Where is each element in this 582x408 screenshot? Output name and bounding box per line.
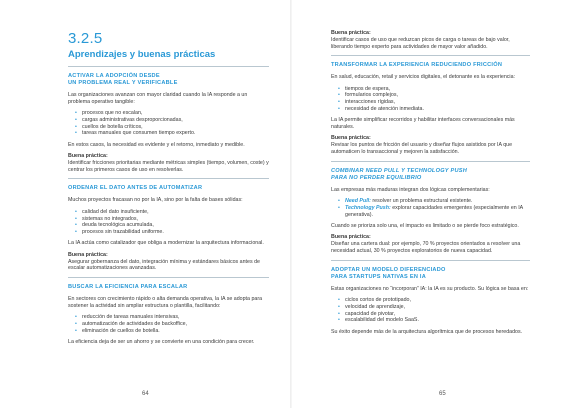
- best-practice-text: Identificar fricciones prioritarias mediante métricas simples (tiempo, volumen, coste) y centrar los primeros casos de uso en resolverlas.: [68, 159, 269, 173]
- bullet-list: [68, 314, 269, 334]
- paragraph: Las organizaciones avanzan con mayor claridad cuando la IA responde a un problema operativo tangible:: [68, 92, 248, 105]
- paragraph: En estos casos, la necesidad es evidente y el retorno, inmediato y medible.: [68, 141, 245, 148]
- list-item: • necesidad de atención inmediata.: [338, 106, 530, 113]
- section-heading: [331, 267, 530, 281]
- bullet-list: [331, 86, 530, 113]
- section-heading-line: UN PROBLEMA REAL Y VERIFICABLE: [68, 80, 178, 86]
- bullet-list: [331, 198, 530, 218]
- list-item: • reducción de tareas manuales intensivas,: [75, 314, 269, 321]
- paragraph: Estas organizaciones no “incorporan” IA: la IA es su producto. Su lógica se basa en:: [331, 285, 529, 292]
- bullet-list: [68, 209, 269, 236]
- paragraph: Las empresas más maduras integran dos lógicas complementarias:: [331, 186, 490, 193]
- list-item: • formularios complejos,: [338, 92, 530, 99]
- section-heading: [68, 73, 269, 87]
- best-practice-text: Revisar los puntos de fricción del usuario y diseñar flujos asistidos por IA que automaticen lo transaccional y mejoren la satisfacción.: [331, 142, 513, 156]
- best-practice-label: Buena práctica:: [68, 251, 108, 258]
- bullet-list: [68, 110, 269, 137]
- list-item: • velocidad de aprendizaje,: [338, 304, 530, 311]
- paragraph: La eficiencia deja de ser un ahorro y se convierte en una condición para crecer.: [68, 339, 255, 346]
- paragraph: Su éxito depende más de la arquitectura algorítmica que de procesos heredados.: [331, 328, 523, 335]
- paragraph: La IA actúa como catalizador que obliga a modernizar la arquitectura informacional.: [68, 240, 264, 247]
- best-practice: [331, 234, 530, 254]
- list-item: [338, 198, 530, 205]
- section-heading-line: PARA STARTUPS NATIVAS EN IA: [331, 273, 427, 280]
- best-practice-label: Buena práctica:: [331, 234, 371, 241]
- best-practice-label: Buena práctica:: [331, 135, 371, 142]
- paragraph: La IA permite simplificar recorridos y habilitar interfaces conversacionales más naturales.: [331, 117, 515, 131]
- section-heading-line: ADOPTAR UN MODELO DIFERENCIADO: [331, 266, 446, 273]
- best-practice-label: Buena práctica:: [331, 30, 371, 36]
- chapter-title: Aprendizajes y buenas prácticas: [68, 49, 216, 60]
- page-number: 65: [439, 391, 446, 397]
- best-practice: [331, 30, 530, 50]
- bullet-text: resolver un problema estructural existente.: [370, 198, 473, 205]
- paragraph: Muchos proyectos fracasan no por la IA, sino por la falta de bases sólidas:: [68, 197, 243, 204]
- list-item: • tiempos de espera,: [338, 86, 530, 93]
- divider: [331, 55, 530, 56]
- best-practice-label: Buena práctica:: [68, 153, 108, 160]
- right-page: [291, 0, 582, 408]
- divider: [68, 66, 269, 67]
- list-item: • automatización de actividades de backoffice,: [75, 321, 269, 328]
- section-heading: ORDENAR EL DATO ANTES DE AUTOMATIZAR: [68, 185, 203, 192]
- divider: [68, 277, 269, 278]
- paragraph: En sectores con crecimiento rápido o alta demanda operativa, la IA se adopta para sostener la actividad sin ampliar estructura o plantilla, facilitando:: [68, 296, 263, 309]
- list-item: • cargas administrativas desproporcionadas,: [75, 117, 269, 124]
- list-item: • procesos que no escalan,: [75, 110, 269, 117]
- divider: [68, 178, 269, 179]
- best-practice: [68, 252, 269, 272]
- list-item: • escalabilidad del modelo SaaS.: [338, 317, 530, 324]
- best-practice-text: Diseñar una cartera dual: por ejemplo, 70 % proyectos orientados a resolver una necesidad actual, 30 % proyectos exploratorios de nueva capacidad.: [331, 241, 521, 254]
- bullet-text: explorar capacidades emergentes (especialmente en IA generativa).: [345, 204, 523, 218]
- paragraph: Cuando se prioriza solo una, el impacto es limitado o se pierde foco estratégico.: [331, 223, 519, 230]
- chapter-number: 3.2.5: [68, 30, 103, 47]
- section-heading-line: COMBINAR NEED PULL Y TECHNOLOGY PUSH: [331, 167, 468, 174]
- divider: [331, 161, 530, 162]
- list-item: [338, 205, 530, 219]
- list-item: • procesos sin trazabilidad uniforme.: [75, 229, 269, 236]
- best-practice: [68, 153, 269, 173]
- page-number: 64: [142, 391, 149, 397]
- best-practice-text: Identificar casos de uso que reduzcan picos de carga o tareas de bajo valor, liberando tiempo experto para actividades de mayor valor añadido.: [331, 36, 510, 50]
- list-item: • sistemas no integrados,: [75, 216, 269, 223]
- paragraph: En salud, educación, retail y servicios digitales, el detonante es la experiencia:: [331, 74, 516, 81]
- list-item: • cuellos de botella críticos,: [75, 124, 269, 131]
- list-item: • calidad del dato insuficiente,: [75, 209, 269, 216]
- section-heading: BUSCAR LA EFICIENCIA PARA ESCALAR: [68, 284, 188, 291]
- list-item: • tareas manuales que consumen tiempo experto.: [75, 130, 269, 137]
- list-item: • ciclos cortos de prototipado,: [338, 297, 530, 304]
- list-item: • interacciones rígidas,: [338, 99, 530, 106]
- bullet-label: Need Pull:: [345, 198, 371, 205]
- bullet-list: [331, 297, 530, 324]
- divider: [331, 260, 530, 261]
- section-heading-line: PARA NO PERDER EQUILIBRIO: [331, 174, 422, 181]
- section-heading-line: ACTIVAR LA ADOPCIÓN DESDE: [68, 73, 160, 79]
- bullet-label: Technology Push:: [345, 204, 391, 211]
- section-heading: TRANSFORMAR LA EXPERIENCIA REDUCIENDO FRICCIÓN: [331, 62, 503, 69]
- best-practice: [331, 135, 530, 155]
- best-practice-text: Asegurar gobernanza del dato, integración mínima y estándares básicos antes de escalar automatizaciones avanzadas.: [68, 258, 260, 272]
- list-item: • deuda tecnológica acumulada,: [75, 222, 269, 229]
- list-item: • eliminación de cuellos de botella.: [75, 328, 269, 335]
- section-heading: [331, 168, 530, 182]
- list-item: • capacidad de pivotar,: [338, 311, 530, 318]
